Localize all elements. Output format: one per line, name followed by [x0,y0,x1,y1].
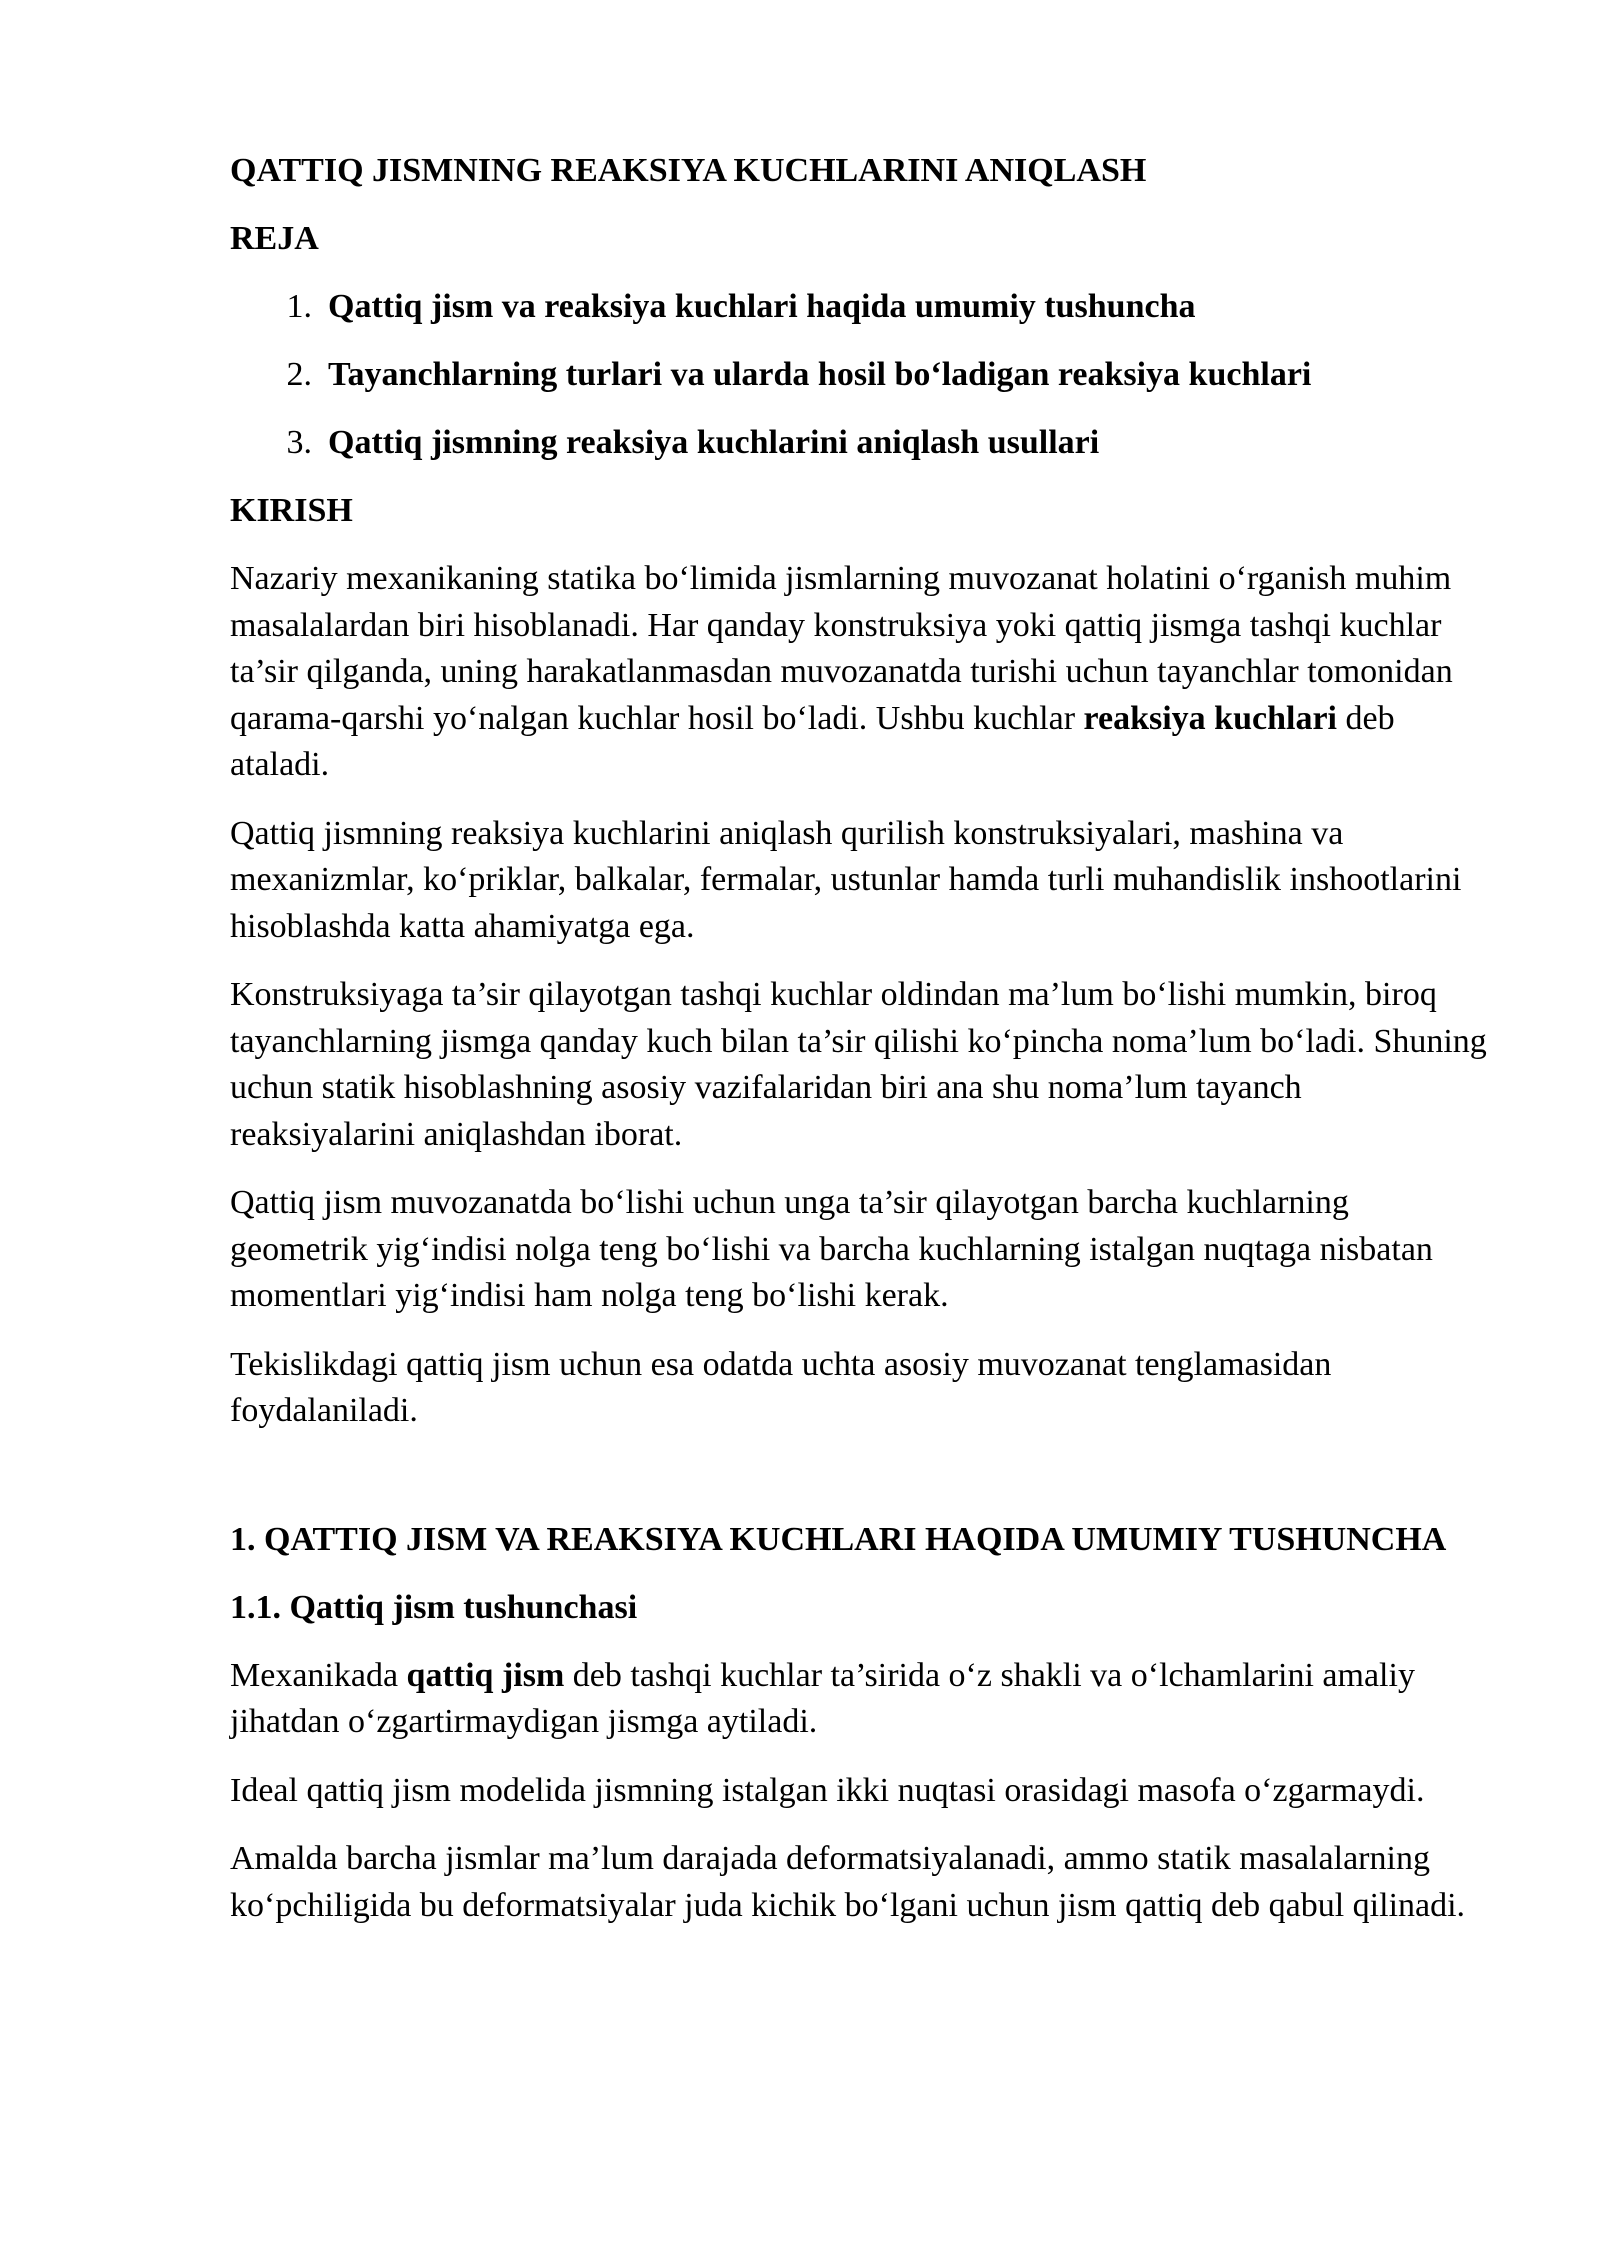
section-1-paragraph-1-end: deb tashqi kuchlar ta’sirida o‘z shakli va o‘lchamlarini amaliy jihatdan o‘zgartirmaydigan jismga aytiladi. [230,1656,1415,1740]
plan-item [230,284,1495,330]
section-1-paragraph-1 [230,1653,1495,1746]
plan-list [230,284,1495,466]
section-1-paragraph-1-start: Mexanikada [230,1656,407,1694]
plan-item-text: Qattiq jism va reaksiya kuchlari haqida umumiy tushuncha [328,288,1196,325]
rigid-body-term: qattiq jism [406,1656,565,1694]
plan-item-number: 1. [286,288,312,325]
document-title: QATTIQ JISMNING REAKSIYA KUCHLARINI ANIQLASH [230,152,1147,189]
subsection-1-1-heading: 1.1. Qattiq jism tushunchasi [230,1588,638,1626]
intro-paragraph-3: Konstruksiyaga ta’sir qilayotgan tashqi kuchlar oldindan ma’lum bo‘lishi mumkin, biroq tayanchlarning jismga qanday kuch bilan ta’sir qilishi ko‘pincha noma’lum bo‘ladi. Shuning uchun statik hisoblashning asosiy vazifalaridan biri ana shu noma’lum tayanch reaksiyalarini aniqlashdan iborat. [230,976,1487,1153]
section-1-paragraph-2: Ideal qattiq jism modelida jismning istalgan ikki nuqtasi orasidagi masofa o‘zgarmaydi. [230,1771,1425,1809]
intro-paragraph-1-end: deb ataladi. [230,699,1395,783]
plan-item-text: Tayanchlarning turlari va ularda hosil bo‘ladigan reaksiya kuchlari [328,356,1312,393]
plan-item-number: 2. [286,356,312,393]
intro-paragraph-1 [230,556,1495,789]
plan-heading: REJA [230,220,319,257]
plan-item [230,352,1495,398]
section-1-paragraph-3: Amalda barcha jismlar ma’lum darajada deformatsiyalanadi, ammo statik masalalarning ko‘pchiligida bu deformatsiyalar juda kichik bo‘lgani uchun jism qattiq deb qabul qilinadi. [230,1840,1466,1924]
intro-paragraph-4: Qattiq jism muvozanatda bo‘lishi uchun unga ta’sir qilayotgan barcha kuchlarning geometrik yig‘indisi nolga teng bo‘lishi va barcha kuchlarning istalgan nuqtaga nisbatan momentlari yig‘indisi ham nolga teng bo‘lishi kerak. [230,1184,1433,1314]
document-page [230,148,1495,1951]
reaction-forces-term: reaksiya kuchlari [1083,699,1337,737]
plan-item-text: Qattiq jismning reaksiya kuchlarini aniqlash usullari [328,424,1100,461]
intro-paragraph-5: Tekislikdagi qattiq jism uchun esa odatda uchta asosiy muvozanat tenglamasidan foydalaniladi. [230,1345,1332,1429]
plan-item-number: 3. [286,424,312,461]
plan-item [230,420,1495,466]
intro-heading: KIRISH [230,492,353,529]
section-1-heading: 1. QATTIQ JISM VA REAKSIYA KUCHLARI HAQIDA UMUMIY TUSHUNCHA [230,1520,1447,1558]
intro-paragraph-2: Qattiq jismning reaksiya kuchlarini aniqlash qurilish konstruksiyalari, mashina va mexanizmlar, ko‘priklar, balkalar, fermalar, ustunlar hamda turli muhandislik inshootlarini hisoblashda katta ahamiyatga ega. [230,814,1462,945]
intro-paragraph-1-start: Nazariy mexanikaning statika bo‘limida jismlarning muvozanat holatini o‘rganish muhim masalalardan biri hisoblanadi. Har qanday konstruksiya yoki qattiq jismga tashqi kuchlar ta’sir qilganda, uning harakatlanmasdan muvozanatda turishi uchun tayanchlar tomonidan qarama-qarshi yo‘nalgan kuchlar hosil bo‘ladi. Ushbu kuchlar [230,560,1453,737]
